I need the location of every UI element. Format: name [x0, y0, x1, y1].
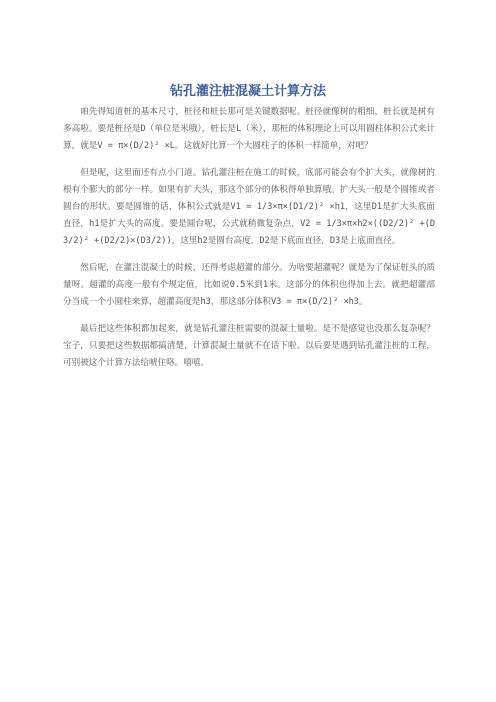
paragraph-1: 咱先得知道桩的基本尺寸，桩径和桩长那可是关键数据呢。桩径就像树的粗细，桩长就是树有多高啦。要是桩径是D（单位是米哦），桩长是L（米），那桩的体积理论上可以用圆柱体积公式来计算，就是V = π×(D/2)² ×L。这就好比算一个大圆柱子的体积一样简单，对吧？ — [63, 107, 435, 151]
paragraph-4: 最后把这些体积都加起来，就是钻孔灌注桩需要的混凝土量啦。是不是感觉也没那么复杂呢？宝子，只要把这些数据都搞清楚，计算混凝土量就不在话下啦。以后要是遇到钻孔灌注桩的工程，可别被这个计算方法给唬住咯。嘻嘻。 — [63, 324, 435, 368]
paragraph-3: 然后呢，在灌注混凝土的时候，还得考虑超灌的部分。为啥要超灌呢？就是为了保证桩头的质量呀。超灌的高度一般有个规定值，比如说0.5米到1米。这部分的体积也得加上去。就把超灌部分当成一个小圆柱来算，超灌高度是h3，那这部分体积V3 = π×(D/2)² ×h3。 — [63, 263, 435, 307]
document-title: 钻孔灌注桩混凝土计算方法 — [169, 84, 326, 99]
paragraph-2: 但是呢，这里面还有点小门道。钻孔灌注桩在施工的时候，底部可能会有个扩大头，就像树的根有个膨大的部分一样。如果有扩大头，那这个部分的体积得单独算哦。扩大头一般是个圆锥或者圆台的形状。要是圆锥的话，体积公式就是V1 = 1/3×π×(D1/2)² ×h1，这里D1是扩大头底面直径，h1是扩大头的高度。要是圆台呢，公式就稍微复杂点，V2 = 1/3×π×h2×((D2/2)² +(D3/2)² +(D2/2)×(D3/2))，这里h2是圆台高度，D2是下底面直径，D3是上底面直径。 — [63, 168, 435, 246]
document-body — [63, 104, 435, 382]
